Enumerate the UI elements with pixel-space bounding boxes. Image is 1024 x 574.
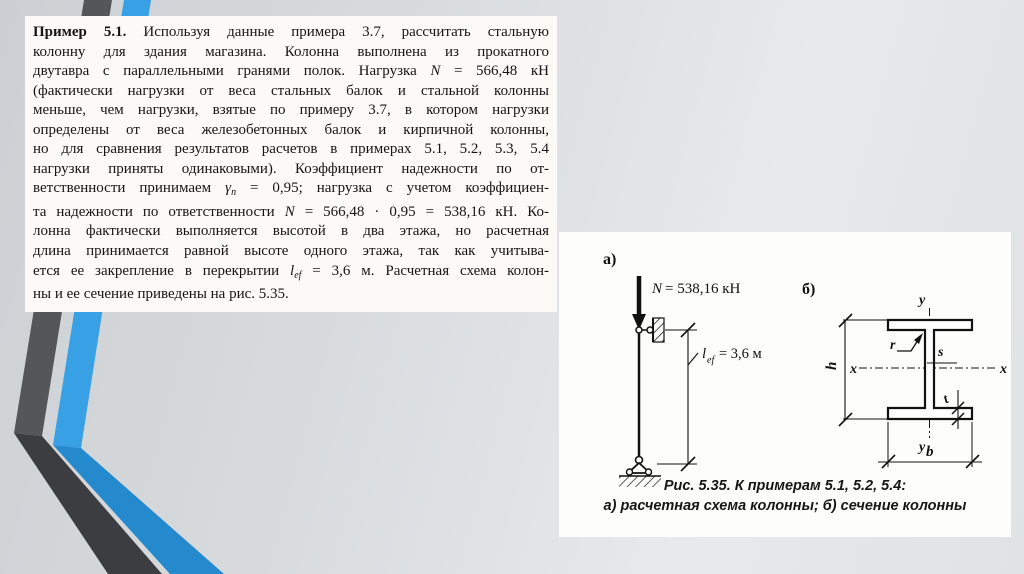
- text-segment: ветственности принимаем: [33, 180, 226, 197]
- text-segment: лонна фактически выполняется высотой в два этажа, но расчетная: [33, 223, 549, 240]
- text-segment: двутавра с параллельными гранями полок. Нагрузка: [33, 63, 431, 80]
- text-segment: ны и ее сечение приведены на рис. 5.35.: [33, 286, 289, 303]
- text-line: [33, 43, 549, 63]
- load-value: = 538,16 кН: [665, 281, 741, 297]
- text-line: [33, 222, 549, 242]
- wall-hatch-block: [653, 318, 664, 342]
- length-variable: l: [702, 346, 707, 362]
- text-segment: та надежности по ответственности: [33, 203, 285, 220]
- figure-panel: [559, 232, 1011, 537]
- top-hinge-pin: [647, 327, 653, 333]
- text-segment: = 3,6 м. Расчетная схема колон-: [301, 262, 549, 279]
- text-line: [33, 203, 549, 223]
- text-line: [33, 82, 549, 102]
- text-segment: меньше, чем нагрузки, взятые по примеру 3.7, в котором нагрузки: [33, 102, 549, 119]
- length-subscript: ef: [707, 355, 715, 366]
- y-axis-label-top: y: [919, 293, 926, 308]
- part-a-label: а): [603, 251, 617, 268]
- text-segment: колонну для здания магазина. Колонна выполнена из прокатного: [33, 43, 549, 60]
- length-symbol: l: [290, 262, 295, 279]
- text-line: [33, 101, 549, 121]
- example-title: Пример 5.1.: [33, 24, 127, 40]
- text-segment: ется ее закрепление в перекрытии: [33, 262, 291, 279]
- height-dimension-label: h: [824, 361, 840, 370]
- text-segment: (фактически нагрузки от веса стальных балок и стальной колонны: [33, 82, 549, 99]
- text-segment: нагрузки приняты одинаковыми). Коэффициент надежности по от-: [33, 160, 549, 177]
- width-dimension-label: b: [926, 444, 934, 460]
- text-segment: длина принимается равной высоте одного этажа, так как учитыва-: [33, 243, 549, 260]
- x-axis-label-left: x: [850, 362, 857, 377]
- gamma-symbol: γ: [225, 180, 232, 197]
- text-line: [33, 23, 549, 43]
- web-thickness-label: s: [938, 345, 944, 360]
- text-line: [33, 140, 549, 160]
- text-segment: но для сравнения результатов расчетов в примерах 5.1, 5.2, 5.3, 5.4: [33, 141, 549, 158]
- part-b-label: б): [802, 281, 816, 298]
- figure-caption: [559, 476, 1011, 516]
- text-line: [33, 262, 549, 286]
- text-line: [33, 285, 549, 305]
- text-segment: определены от веса железобетонных балок и кирпичной колонны,: [33, 121, 549, 138]
- fillet-radius-label: r: [890, 338, 896, 353]
- fillet-leader-arrowhead: [914, 333, 923, 344]
- figure-caption-line1: Рис. 5.35. К примерам 5.1, 5.2, 5.4:: [663, 478, 907, 494]
- text-line: [33, 179, 549, 203]
- text-segment: = 566,48 · 0,95 = 538,16 кН. Ко-: [294, 203, 549, 220]
- text-line: [33, 121, 549, 141]
- support-roller: [646, 469, 652, 475]
- length-value: = 3,6 м: [719, 346, 762, 362]
- text-line: [33, 62, 549, 82]
- load-variable: N: [652, 281, 663, 297]
- length-leader-line: [688, 353, 698, 365]
- example-text-panel: [25, 16, 557, 312]
- support-roller: [627, 469, 633, 475]
- load-symbol: N: [430, 63, 441, 80]
- top-hinge-pin: [636, 327, 642, 333]
- text-line: [33, 160, 549, 180]
- load-symbol: N: [284, 203, 295, 220]
- i-beam-outline: [888, 320, 972, 419]
- text-line: [33, 242, 549, 262]
- flange-thickness-label: t: [941, 392, 951, 408]
- text-segment: = 0,95; нагрузка с учетом коэффициен-: [236, 180, 550, 197]
- gamma-subscript: n: [231, 187, 237, 199]
- text-segment: Используя данные примера 3.7, рассчитать стальную: [126, 24, 549, 40]
- figure-caption-line2: а) расчетная схема колонны; б) сечение колонны: [603, 498, 967, 514]
- text-segment: = 566,48 кН: [440, 63, 549, 80]
- x-axis-label-right: x: [1000, 362, 1007, 377]
- y-axis-label-bottom: y: [919, 440, 926, 455]
- length-subscript: ef: [294, 269, 302, 281]
